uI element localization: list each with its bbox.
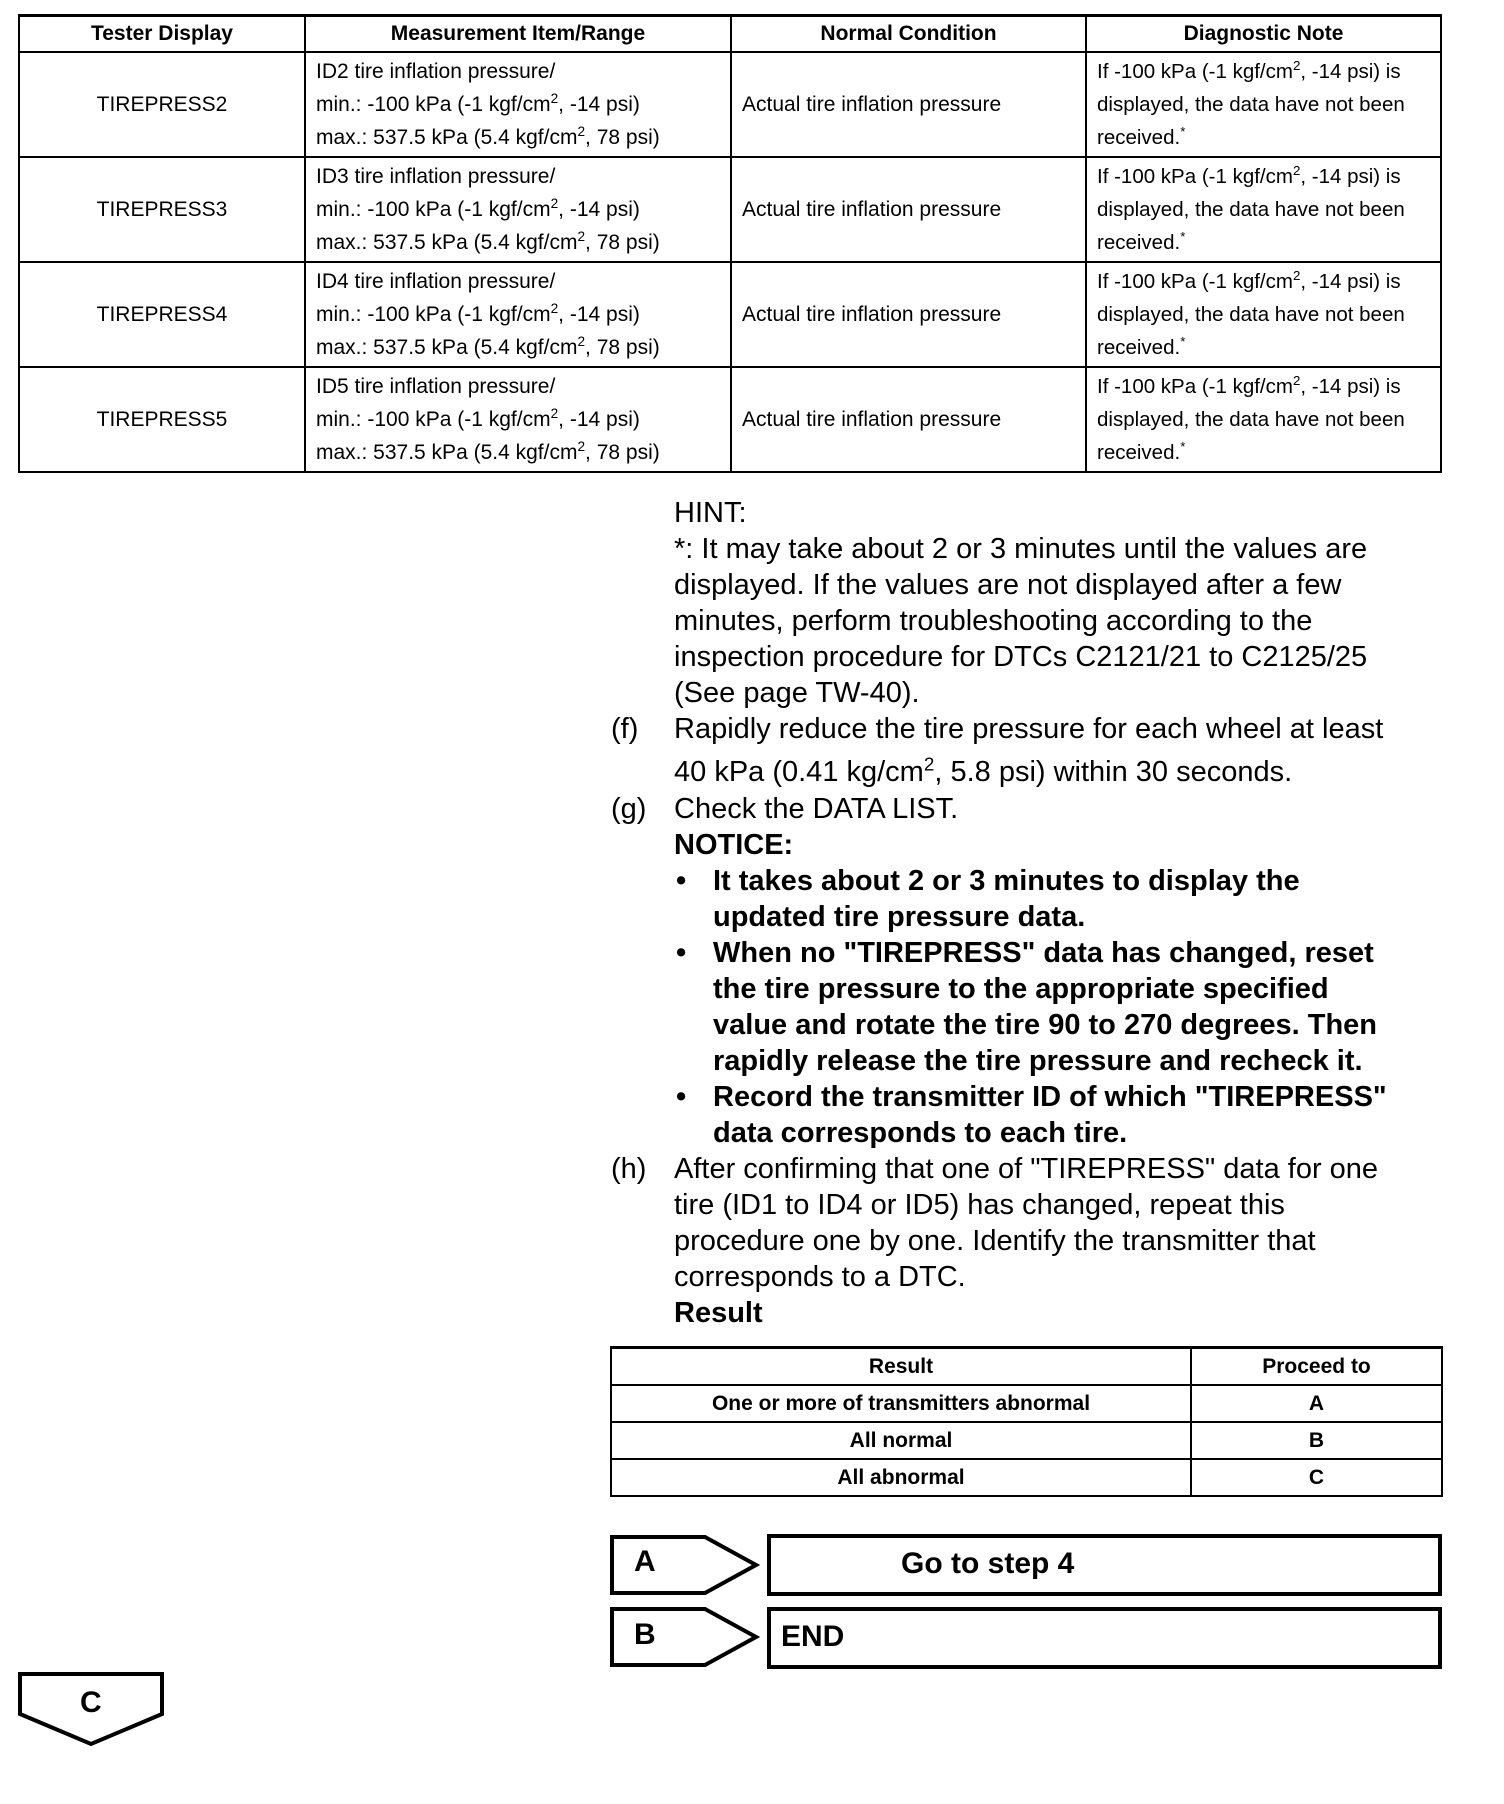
notice-bullet-text: rapidly release the tire pressure and recheck it. (713, 1045, 1363, 1077)
normal-condition-cell: Actual tire inflation pressure (731, 157, 1086, 262)
diagnostic-note-cell: If -100 kPa (-1 kgf/$cm^2$, -14 psi) is displayed, the data have not been received.* (1086, 52, 1441, 157)
result-cell: All abnormal (611, 1459, 1191, 1496)
notice-bullet-text: value and rotate the tire 90 to 270 degrees. Then (713, 1009, 1377, 1041)
normal-condition-cell: Actual tire inflation pressure (731, 52, 1086, 157)
flag-a-arrow[interactable] (610, 1535, 760, 1595)
tester-display-cell: TIREPRESS3 (19, 157, 305, 262)
range-title: ID2 tire inflation pressure/ (316, 60, 556, 83)
flag-b-label: B (634, 1618, 656, 1651)
tester-display-cell: TIREPRESS4 (19, 262, 305, 367)
range-title: ID3 tire inflation pressure/ (316, 165, 556, 188)
range-title: ID4 tire inflation pressure/ (316, 270, 556, 293)
header-measurement-item: Measurement Item/Range (305, 16, 731, 53)
step-h-text: corresponds to a DTC. (674, 1261, 966, 1293)
result-row (611, 1422, 1442, 1459)
proceed-header: Proceed to (1191, 1348, 1442, 1386)
range-cell (305, 367, 731, 472)
range-min: min.: -100 kPa (-1 kgf/$cm^2$, -14 psi) (316, 301, 640, 326)
step-h-text: tire (ID1 to ID4 or ID5) has changed, repeat this (674, 1189, 1285, 1221)
step-f-text: 40 kPa (0.41 $kg/cm^2$, 5.8 psi) within 30 seconds. (674, 753, 1293, 788)
proceed-cell: B (1191, 1422, 1442, 1459)
table-row (19, 262, 1441, 367)
step-h-label: (h) (611, 1153, 647, 1185)
result-header: Result (611, 1348, 1191, 1386)
range-min: min.: -100 kPa (-1 kgf/$cm^2$, -14 psi) (316, 406, 640, 431)
notice-bullet-text: When no "TIREPRESS" data has changed, reset (713, 937, 1374, 969)
range-min: min.: -100 kPa (-1 kgf/$cm^2$, -14 psi) (316, 91, 640, 116)
normal-condition-cell: Actual tire inflation pressure (731, 262, 1086, 367)
end-box[interactable]: END (767, 1607, 1442, 1669)
range-cell (305, 157, 731, 262)
hint-line: displayed. If the values are not displayed after a few (674, 569, 1342, 601)
bullet-icon: • (676, 937, 687, 969)
flag-c-label: C (80, 1686, 102, 1719)
header-diagnostic-note: Diagnostic Note (1086, 16, 1441, 53)
range-max: max.: 537.5 kPa (5.4 kgf/$cm^2$, 78 psi) (316, 229, 660, 254)
bullet-icon: • (676, 1081, 687, 1113)
notice-bullet-text: data corresponds to each tire. (713, 1117, 1128, 1149)
notice-bullet-text: the tire pressure to the appropriate specified (713, 973, 1329, 1005)
header-normal-condition: Normal Condition (731, 16, 1086, 53)
range-cell (305, 262, 731, 367)
table-row (19, 52, 1441, 157)
result-label: Result (674, 1297, 763, 1329)
step-f-label: (f) (611, 713, 639, 745)
tester-display-cell: TIREPRESS5 (19, 367, 305, 472)
tester-display-cell: TIREPRESS2 (19, 52, 305, 157)
step-h-text: procedure one by one. Identify the transmitter that (674, 1225, 1316, 1257)
hint-line: minutes, perform troubleshooting according to the (674, 605, 1313, 637)
hint-label: HINT: (674, 497, 747, 529)
hint-line: *: It may take about 2 or 3 minutes until the values are (674, 533, 1368, 565)
hint-line: inspection procedure for DTCs C2121/21 to C2125/25 (674, 641, 1368, 673)
diagnostic-note-cell: If -100 kPa (-1 kgf/$cm^2$, -14 psi) is displayed, the data have not been received.* (1086, 262, 1441, 367)
hint-line: (See page TW-40). (674, 677, 920, 709)
notice-bullet-text: It takes about 2 or 3 minutes to display the (713, 865, 1300, 897)
diagnostic-note-cell: If -100 kPa (-1 kgf/$cm^2$, -14 psi) is displayed, the data have not been received.* (1086, 367, 1441, 472)
notice-bullet-text: updated tire pressure data. (713, 901, 1086, 933)
table-row (19, 367, 1441, 472)
table-header-row (19, 16, 1441, 53)
range-title: ID5 tire inflation pressure/ (316, 375, 556, 398)
proceed-cell: A (1191, 1385, 1442, 1422)
step-h-text: After confirming that one of "TIREPRESS" data for one (674, 1153, 1379, 1185)
bullet-icon: • (676, 865, 687, 897)
data-list-table (18, 14, 1442, 473)
range-cell (305, 52, 731, 157)
normal-condition-cell: Actual tire inflation pressure (731, 367, 1086, 472)
result-row (611, 1385, 1442, 1422)
step-f-text: Rapidly reduce the tire pressure for each wheel at least (674, 713, 1384, 745)
result-table (610, 1346, 1443, 1497)
result-cell: All normal (611, 1422, 1191, 1459)
result-row (611, 1459, 1442, 1496)
diagnostic-note-cell: If -100 kPa (-1 kgf/$cm^2$, -14 psi) is displayed, the data have not been received.* (1086, 157, 1441, 262)
step-g-text: Check the DATA LIST. (674, 793, 959, 825)
range-min: min.: -100 kPa (-1 kgf/$cm^2$, -14 psi) (316, 196, 640, 221)
step-g-label: (g) (611, 793, 647, 825)
result-header-row (611, 1348, 1442, 1386)
notice-bullet-text: Record the transmitter ID of which "TIREPRESS" (713, 1081, 1387, 1113)
range-max: max.: 537.5 kPa (5.4 kgf/$cm^2$, 78 psi) (316, 439, 660, 464)
proceed-cell: C (1191, 1459, 1442, 1496)
notice-label: NOTICE: (674, 829, 794, 861)
flag-a-label: A (634, 1545, 656, 1578)
header-tester-display: Tester Display (19, 16, 305, 53)
range-max: max.: 537.5 kPa (5.4 kgf/$cm^2$, 78 psi) (316, 334, 660, 359)
flag-b-arrow[interactable] (610, 1607, 760, 1667)
range-max: max.: 537.5 kPa (5.4 kgf/$cm^2$, 78 psi) (316, 124, 660, 149)
table-row (19, 157, 1441, 262)
go-to-step-4-box[interactable]: Go to step 4 (767, 1534, 1442, 1596)
result-cell: One or more of transmitters abnormal (611, 1385, 1191, 1422)
